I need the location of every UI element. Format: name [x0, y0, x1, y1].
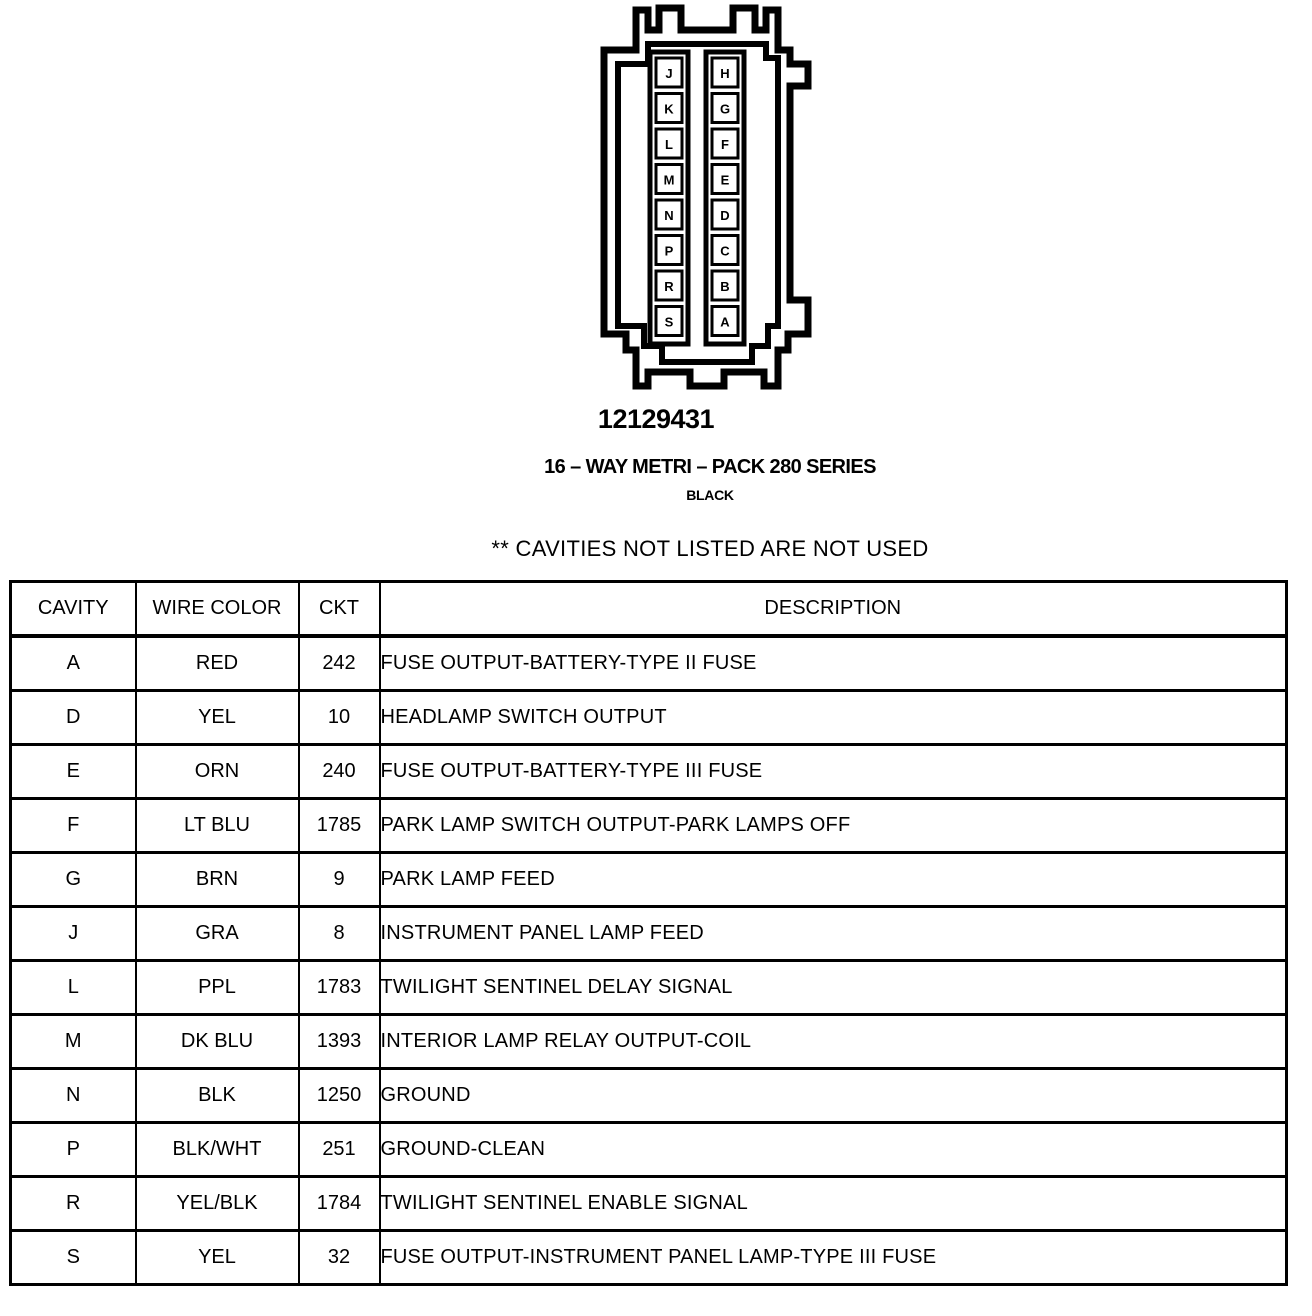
cell-wire-color: BLK	[136, 1069, 299, 1123]
cell-ckt: 240	[299, 745, 380, 799]
table-row	[11, 853, 1287, 907]
cell-wire-color: DK BLU	[136, 1015, 299, 1069]
cell-description: FUSE OUTPUT-BATTERY-TYPE II FUSE	[380, 636, 1287, 691]
cell-ckt: 242	[299, 636, 380, 691]
cell-description: GROUND-CLEAN	[380, 1123, 1287, 1177]
cell-ckt: 1785	[299, 799, 380, 853]
table-row	[11, 1123, 1287, 1177]
cavity-label: B	[720, 279, 730, 294]
header-wire-color: WIRE COLOR	[136, 582, 299, 637]
cavity-label: A	[720, 314, 730, 330]
cell-cavity: G	[11, 853, 136, 907]
header-ckt: CKT	[299, 582, 380, 637]
cell-ckt: 1393	[299, 1015, 380, 1069]
cell-cavity: J	[11, 907, 136, 961]
table-row	[11, 1015, 1287, 1069]
table-row	[11, 636, 1287, 691]
cell-cavity: R	[11, 1177, 136, 1231]
cavity-label: H	[720, 66, 730, 81]
cell-cavity: N	[11, 1069, 136, 1123]
table-row	[11, 1069, 1287, 1123]
cell-ckt: 251	[299, 1123, 380, 1177]
cell-cavity: D	[11, 691, 136, 745]
cell-description: FUSE OUTPUT-BATTERY-TYPE III FUSE	[380, 745, 1287, 799]
connector-series: 16 – WAY METRI – PACK 280 SERIES	[544, 456, 876, 478]
cell-description: HEADLAMP SWITCH OUTPUT	[380, 691, 1287, 745]
cell-wire-color: LT BLU	[136, 799, 299, 853]
cavity-label: C	[720, 243, 730, 259]
cavity-label: N	[664, 208, 674, 223]
cell-ckt: 9	[299, 853, 380, 907]
cell-wire-color: YEL/BLK	[136, 1177, 299, 1231]
table-row	[11, 691, 1287, 745]
cavity-label: K	[664, 101, 674, 117]
cavity-label: D	[720, 208, 730, 223]
cavity-label: S	[664, 314, 674, 330]
cell-ckt: 8	[299, 907, 380, 961]
cell-wire-color: RED	[136, 636, 299, 691]
connector-housing-inner	[618, 44, 778, 362]
cell-wire-color: BLK/WHT	[136, 1123, 299, 1177]
cell-wire-color: PPL	[136, 961, 299, 1015]
cell-description: FUSE OUTPUT-INSTRUMENT PANEL LAMP-TYPE III FUSE	[380, 1231, 1287, 1285]
cavity-label: F	[721, 137, 729, 152]
connector-diagram	[590, 0, 820, 400]
cell-wire-color: ORN	[136, 745, 299, 799]
cell-cavity: E	[11, 745, 136, 799]
table-row	[11, 799, 1287, 853]
cell-description: PARK LAMP FEED	[380, 853, 1287, 907]
cell-wire-color: YEL	[136, 1231, 299, 1285]
cell-description: INTERIOR LAMP RELAY OUTPUT-COIL	[380, 1015, 1287, 1069]
cell-cavity: A	[11, 636, 136, 691]
cavity-table	[9, 580, 1288, 1286]
cell-wire-color: GRA	[136, 907, 299, 961]
cavity-label: J	[665, 66, 673, 81]
cell-ckt: 1783	[299, 961, 380, 1015]
cavity-label: E	[720, 172, 730, 188]
cell-cavity: F	[11, 799, 136, 853]
header-cavity: CAVITY	[11, 582, 136, 637]
table-row	[11, 907, 1287, 961]
table-row	[11, 1231, 1287, 1285]
cavity-label: P	[664, 243, 674, 259]
cell-description: TWILIGHT SENTINEL ENABLE SIGNAL	[380, 1177, 1287, 1231]
cell-cavity: M	[11, 1015, 136, 1069]
table-header-row	[11, 582, 1287, 637]
part-number: 12129431	[597, 404, 715, 434]
cavity-label: L	[665, 137, 673, 152]
cell-cavity: P	[11, 1123, 136, 1177]
cell-description: PARK LAMP SWITCH OUTPUT-PARK LAMPS OFF	[380, 799, 1287, 853]
cell-ckt: 1250	[299, 1069, 380, 1123]
cell-cavity: S	[11, 1231, 136, 1285]
unused-cavities-note: ** CAVITIES NOT LISTED ARE NOT USED	[491, 536, 929, 561]
connector-color: BLACK	[686, 487, 734, 503]
table-row	[11, 961, 1287, 1015]
cell-cavity: L	[11, 961, 136, 1015]
cell-ckt: 10	[299, 691, 380, 745]
cavity-label: G	[719, 101, 731, 117]
cavity-label: M	[663, 172, 675, 188]
cell-description: GROUND	[380, 1069, 1287, 1123]
cell-ckt: 32	[299, 1231, 380, 1285]
cavity-label: R	[664, 279, 674, 294]
cell-wire-color: YEL	[136, 691, 299, 745]
header-description: DESCRIPTION	[380, 582, 1287, 637]
cell-ckt: 1784	[299, 1177, 380, 1231]
table-row	[11, 1177, 1287, 1231]
cell-description: INSTRUMENT PANEL LAMP FEED	[380, 907, 1287, 961]
table-row	[11, 745, 1287, 799]
cell-wire-color: BRN	[136, 853, 299, 907]
cell-description: TWILIGHT SENTINEL DELAY SIGNAL	[380, 961, 1287, 1015]
